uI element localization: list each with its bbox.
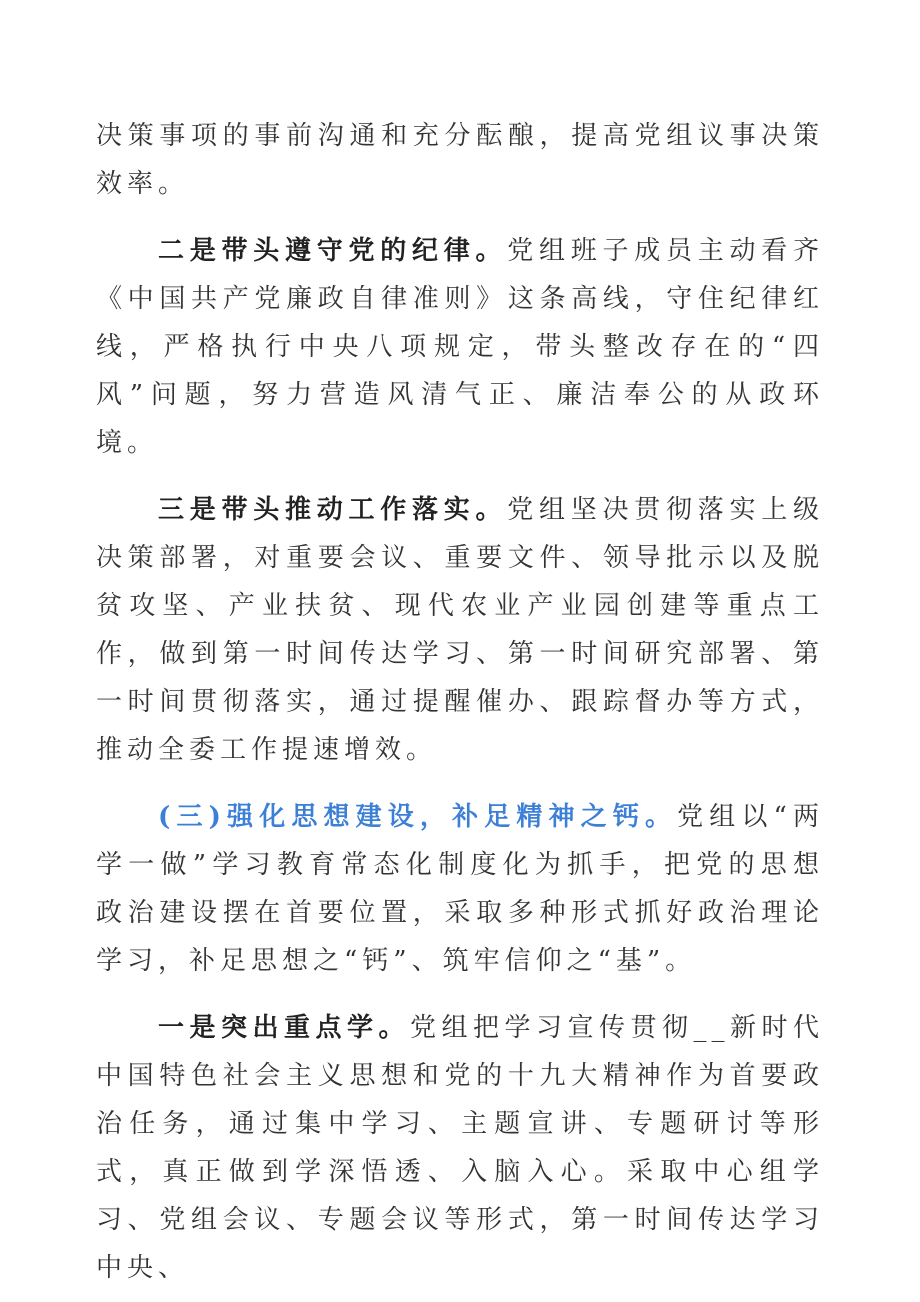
paragraph-discipline bbox=[96, 227, 824, 467]
section-heading: (三)强化思想建设，补足精神之钙。 bbox=[158, 802, 678, 832]
paragraph-text: 党组班子成员主动看齐《中国共产党廉政自律准则》这条高线，守住纪律红线，严格执行中央八项规定，带头整改存在的“四风”问题，努力营造风清气正、廉洁奉公的从政环境。 bbox=[96, 236, 824, 458]
paragraph-key-study bbox=[96, 1004, 824, 1292]
document-page bbox=[96, 112, 824, 1292]
paragraph-text: 新时代中国特色社会主义思想和党的十九大精神作为首要政治任务，通过集中学习、主题宣讲、专题研讨等形式，真正做到学深悟透、入脑入心。采取中心组学习、党组会议、专题会议等形式，第一时间传达学习中央、 bbox=[96, 1013, 824, 1283]
paragraph-section-three bbox=[96, 793, 824, 985]
paragraph-text: 党组把学习宣传贯彻 bbox=[409, 1013, 694, 1043]
paragraph-lead-heading: 三是带头推动工作落实。 bbox=[158, 495, 508, 525]
paragraph-lead-heading: 二是带头遵守党的纪律。 bbox=[158, 236, 508, 266]
paragraph-continuation bbox=[96, 112, 824, 208]
paragraph-text: 党组坚决贯彻落实上级决策部署，对重要会议、重要文件、领导批示以及脱贫攻坚、产业扶贫、现代农业产业园创建等重点工作，做到第一时间传达学习、第一时间研究部署、第一时间贯彻落实，通过提醒催办、跟踪督办等方式，推动全委工作提速增效。 bbox=[96, 495, 824, 765]
blank-placeholder: __ bbox=[693, 1013, 730, 1043]
paragraph-work-implementation bbox=[96, 486, 824, 774]
paragraph-lead-heading: 一是突出重点学。 bbox=[158, 1013, 410, 1043]
paragraph-text: 党组以“两学一做”学习教育常态化制度化为抓手，把党的思想政治建设摆在首要位置，采取多种形式抓好政治理论学习，补足思想之“钙”、筑牢信仰之“基”。 bbox=[96, 802, 824, 976]
paragraph-text: 决策事项的事前沟通和充分酝酿，提高党组议事决策效率。 bbox=[96, 121, 824, 199]
